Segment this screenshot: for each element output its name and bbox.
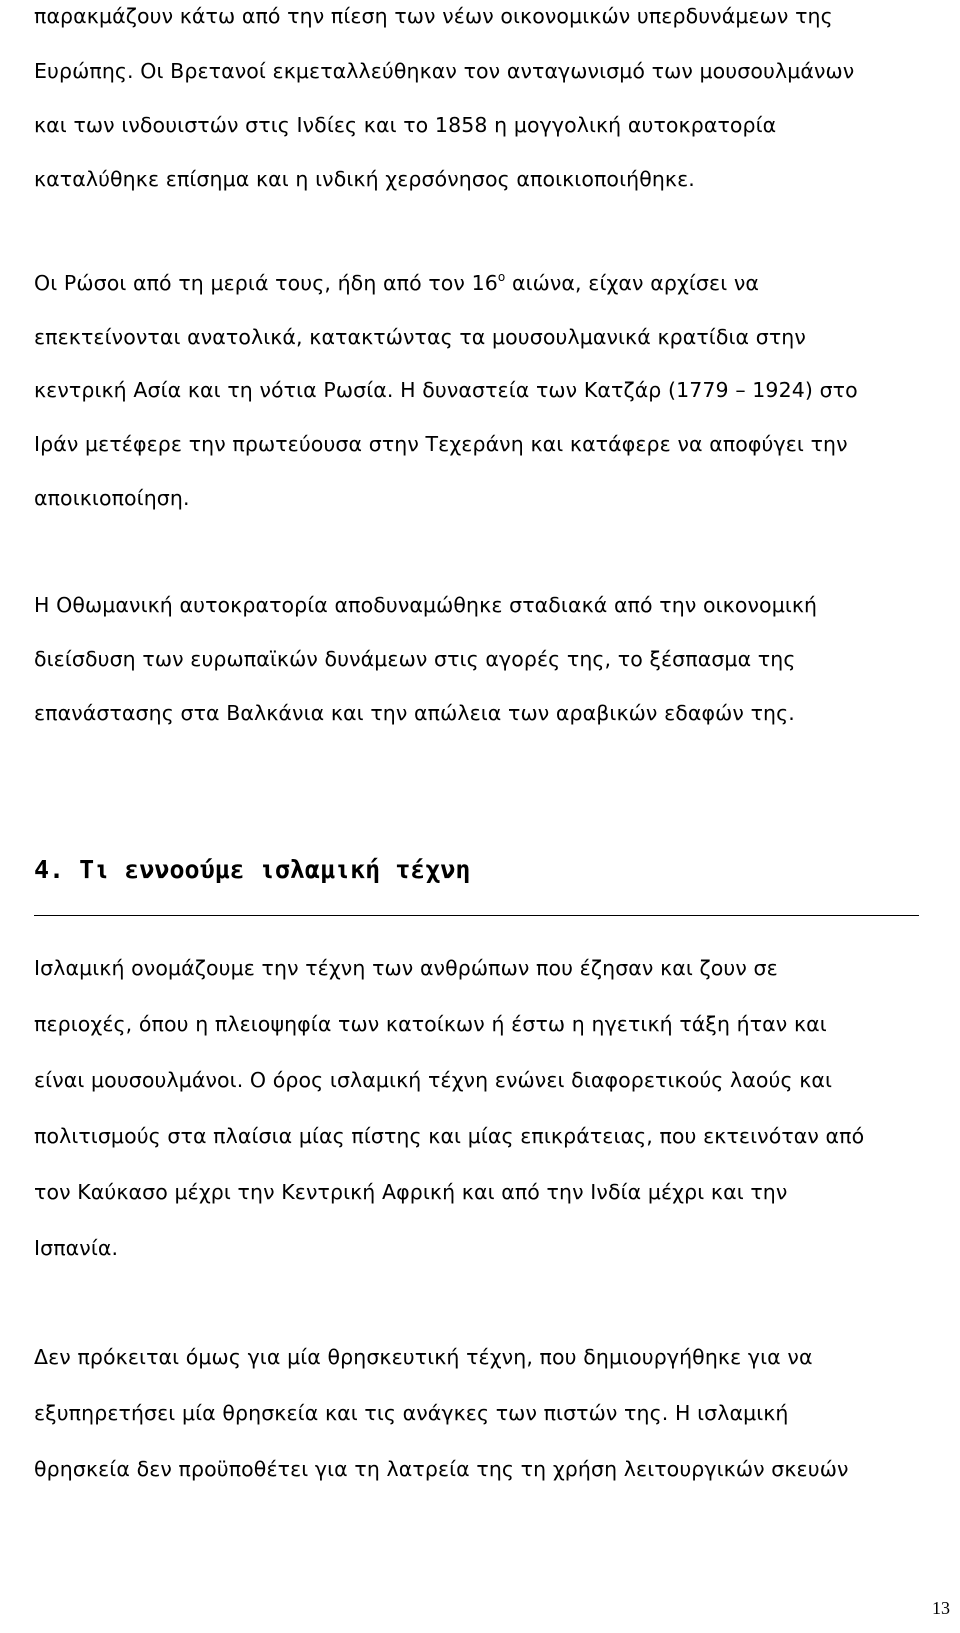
paragraph-line: Ισλαμική ονομάζουμε την τέχνη των ανθρώπων που έζησαν και ζουν σε (34, 956, 778, 980)
paragraph-line: επεκτείνονται ανατολικά, κατακτώντας τα μουσουλμανικά κρατίδια στην (34, 325, 806, 349)
text-segment: Οι Ρώσοι από τη μεριά τους, ήδη από τον 16 (34, 271, 498, 295)
text-segment: αιώνα, είχαν αρχίσει να (505, 271, 760, 295)
paragraph-line: περιοχές, όπου η πλειοψηφία των κατοίκων ή έστω η ηγετική τάξη ήταν και (34, 1012, 827, 1036)
paragraph-line: πολιτισμούς στα πλαίσια μίας πίστης και μίας επικράτειας, που εκτεινόταν από (34, 1124, 865, 1148)
paragraph-line: Ιράν μετέφερε την πρωτεύουσα στην Τεχεράνη και κατάφερε να αποφύγει την (34, 432, 848, 456)
paragraph-line: εξυπηρετήσει μία θρησκεία και τις ανάγκες των πιστών της. Η ισλαμική (34, 1401, 789, 1425)
paragraph-line: επανάστασης στα Βαλκάνια και την απώλεια των αραβικών εδαφών της. (34, 701, 795, 725)
paragraph-line: Ισπανία. (34, 1236, 119, 1260)
paragraph-line: Ευρώπης. Οι Βρετανοί εκμεταλλεύθηκαν τον ανταγωνισμό των μουσουλμάνων (34, 59, 855, 83)
paragraph-line: καταλύθηκε επίσημα και η ινδική χερσόνησος αποικιοποιήθηκε. (34, 167, 695, 191)
paragraph-line: είναι μουσουλμάνοι. Ο όρος ισλαμική τέχνη ενώνει διαφορετικούς λαούς και (34, 1068, 833, 1092)
paragraph-line: διείσδυση των ευρωπαϊκών δυνάμεων στις αγορές της, το ξέσπασμα της (34, 647, 796, 671)
paragraph-line: και των ινδουιστών στις Ινδίες και το 1858 η μογγολική αυτοκρατορία (34, 113, 777, 137)
paragraph-line: παρακμάζουν κάτω από την πίεση των νέων οικονομικών υπερδυνάμεων της (34, 4, 833, 28)
paragraph-line: αποικιοποίηση. (34, 486, 190, 510)
heading-divider (34, 915, 919, 916)
section-heading: 4. Τι εννοούμε ισλαμική τέχνη (34, 855, 471, 884)
page-number: 13 (932, 1598, 950, 1618)
paragraph-line: Η Οθωμανική αυτοκρατορία αποδυναμώθηκε σταδιακά από την οικονομική (34, 593, 818, 617)
paragraph-line: τον Καύκασο μέχρι την Κεντρική Αφρική και από την Ινδία μέχρι και την (34, 1180, 788, 1204)
paragraph-line-with-ordinal (34, 270, 759, 295)
paragraph-line: θρησκεία δεν προϋποθέτει για τη λατρεία της τη χρήση λειτουργικών σκευών (34, 1457, 849, 1481)
ordinal-superscript: ο (497, 270, 506, 284)
paragraph-line: Δεν πρόκειται όμως για μία θρησκευτική τέχνη, που δημιουργήθηκε για να (34, 1345, 813, 1369)
paragraph-line: κεντρική Ασία και τη νότια Ρωσία. Η δυναστεία των Κατζάρ (1779 – 1924) στο (34, 378, 858, 402)
